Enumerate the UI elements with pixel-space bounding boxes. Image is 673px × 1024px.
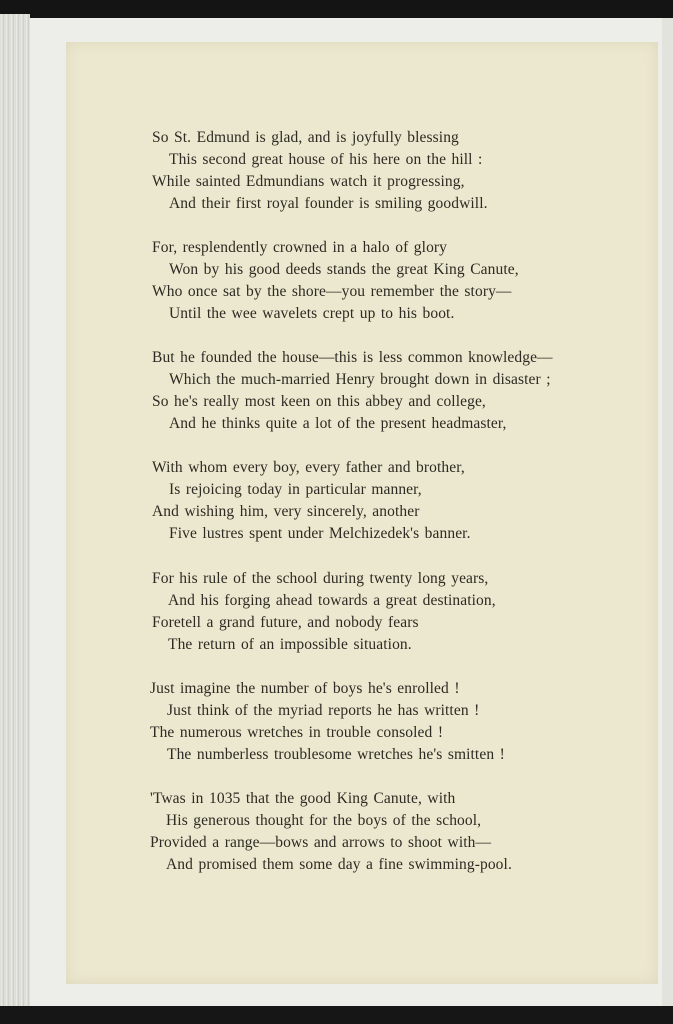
poem-line: His generous thought for the boys of the school,: [166, 812, 482, 829]
poem-line: So St. Edmund is glad, and is joyfully blessing: [152, 129, 459, 146]
poem-line: And his forging ahead towards a great destination,: [168, 592, 496, 609]
poem-line: While sainted Edmundians watch it progressing,: [152, 173, 465, 190]
poem-line: And wishing him, very sincerely, another: [152, 503, 420, 520]
poem-line: So he's really most keen on this abbey and college,: [152, 393, 486, 410]
poem-line: Just think of the myriad reports he has written !: [167, 702, 480, 719]
poem-line: And he thinks quite a lot of the present headmaster,: [169, 415, 507, 432]
poem-line: For, resplendently crowned in a halo of glory: [152, 239, 448, 256]
poem-line: Five lustres spent under Melchizedek's banner.: [169, 525, 471, 542]
poem-line: Won by his good deeds stands the great King Canute,: [169, 261, 519, 278]
poem-line: The numberless troublesome wretches he's smitten !: [167, 746, 505, 763]
poem-line: And promised them some day a fine swimming-pool.: [166, 856, 512, 873]
poem-line: Who once sat by the shore—you remember the story—: [152, 283, 512, 300]
poem-line: Foretell a grand future, and nobody fears: [152, 614, 419, 631]
poem-line: But he founded the house—this is less common knowledge—: [152, 349, 553, 366]
poem-line: Until the wee wavelets crept up to his boot.: [169, 305, 455, 322]
poem-line: With whom every boy, every father and brother,: [152, 459, 465, 476]
poem-line: And their first royal founder is smiling goodwill.: [169, 195, 488, 212]
poem-line: The numerous wretches in trouble consoled !: [150, 724, 444, 741]
poem-line: 'Twas in 1035 that the good King Canute, with: [150, 790, 456, 807]
poem-line: The return of an impossible situation.: [168, 636, 412, 653]
poem-line: This second great house of his here on the hill :: [169, 151, 483, 168]
poem-line: Which the much-married Henry brought down in disaster ;: [169, 371, 551, 388]
poem-line: Just imagine the number of boys he's enrolled !: [150, 680, 460, 697]
poem-line: For his rule of the school during twenty long years,: [152, 570, 489, 587]
poem-line: Is rejoicing today in particular manner,: [169, 481, 422, 498]
poem-line: Provided a range—bows and arrows to shoot with—: [150, 834, 492, 851]
